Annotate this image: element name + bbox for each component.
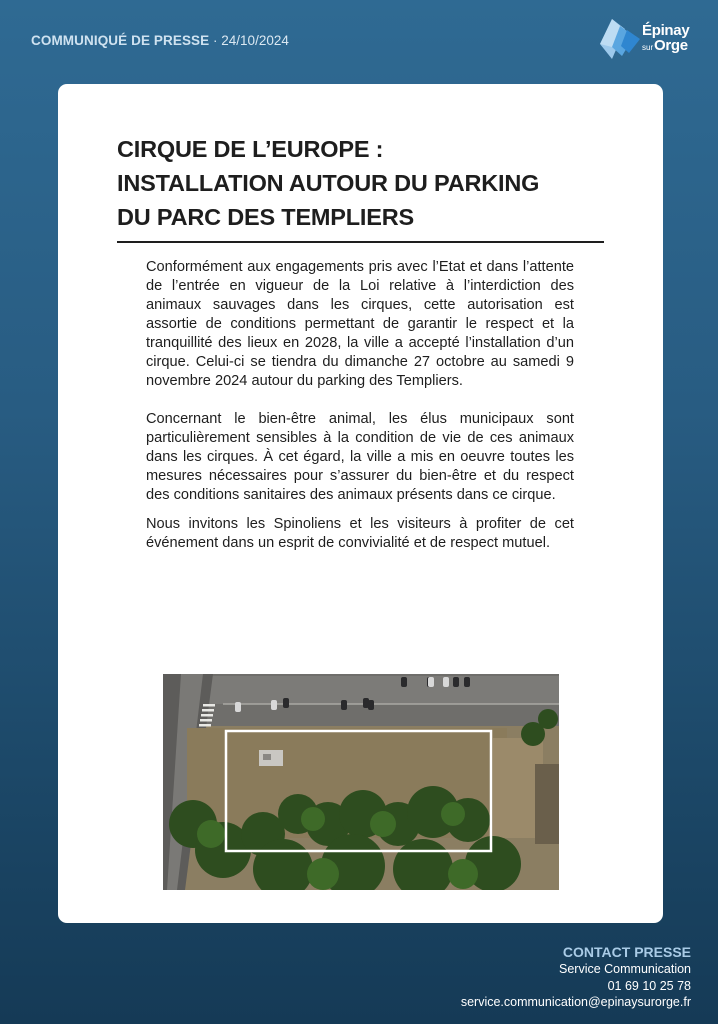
- article-body: [146, 258, 574, 553]
- contact-phone: 01 69 10 25 78: [607, 978, 691, 993]
- header-separator: ·: [209, 33, 222, 48]
- document-date: 24/10/2024: [221, 33, 289, 48]
- title-line: CIRQUE DE L’EUROPE :: [117, 136, 384, 162]
- header-line: [31, 33, 289, 48]
- title-divider: [117, 241, 604, 243]
- title-line: DU PARC DES TEMPLIERS: [117, 204, 414, 230]
- document-type-label: COMMUNIQUÉ DE PRESSE: [31, 33, 210, 48]
- contact-title: CONTACT PRESSE: [562, 944, 691, 960]
- logo-text-sur: sur: [642, 43, 654, 52]
- logo-icon: [598, 16, 642, 62]
- logo-text-orge: Orge: [654, 37, 688, 54]
- press-contact: [461, 943, 691, 1011]
- logo-text-epinay: Épinay: [642, 22, 690, 39]
- paragraph: Conformément aux engagements pris avec l’Etat et dans l’attente de l’entrée en vigueur de la Loi relative à l’interdiction des animaux sauvages dans les cirques, cette autorisation est assortie de conditions permettant de garantir le respect et la tranquillité des lieux en 2028, la ville a accepté l’installation d’un cirque. Celui-ci se tiendra du dimanche 27 octobre au samedi 9 novembre 2024 autour du parking des Templiers.: [146, 259, 574, 389]
- title-line: INSTALLATION AUTOUR DU PARKING: [117, 170, 540, 196]
- paragraph: Nous invitons les Spinoliens et les visiteurs à profiter de cet événement dans un esprit de convivialité et de respect mutuel.: [146, 516, 574, 551]
- aerial-photo: [163, 674, 559, 890]
- contact-email[interactable]: service.communication@epinaysurorge.fr: [460, 995, 691, 1009]
- page-title: [117, 132, 607, 234]
- content-card: [58, 84, 663, 923]
- paragraph: Concernant le bien-être animal, les élus municipaux sont particulièrement sensibles à la condition de vie de ces animaux dans les cirques. À cet égard, la ville a mis en oeuvre toutes les mesures nécessaires pour s’assurer du bien-être et du respect des conditions sanitaires des animaux présents dans ce cirque.: [146, 411, 574, 503]
- city-logo: [598, 16, 698, 64]
- contact-service: Service Communication: [559, 962, 691, 976]
